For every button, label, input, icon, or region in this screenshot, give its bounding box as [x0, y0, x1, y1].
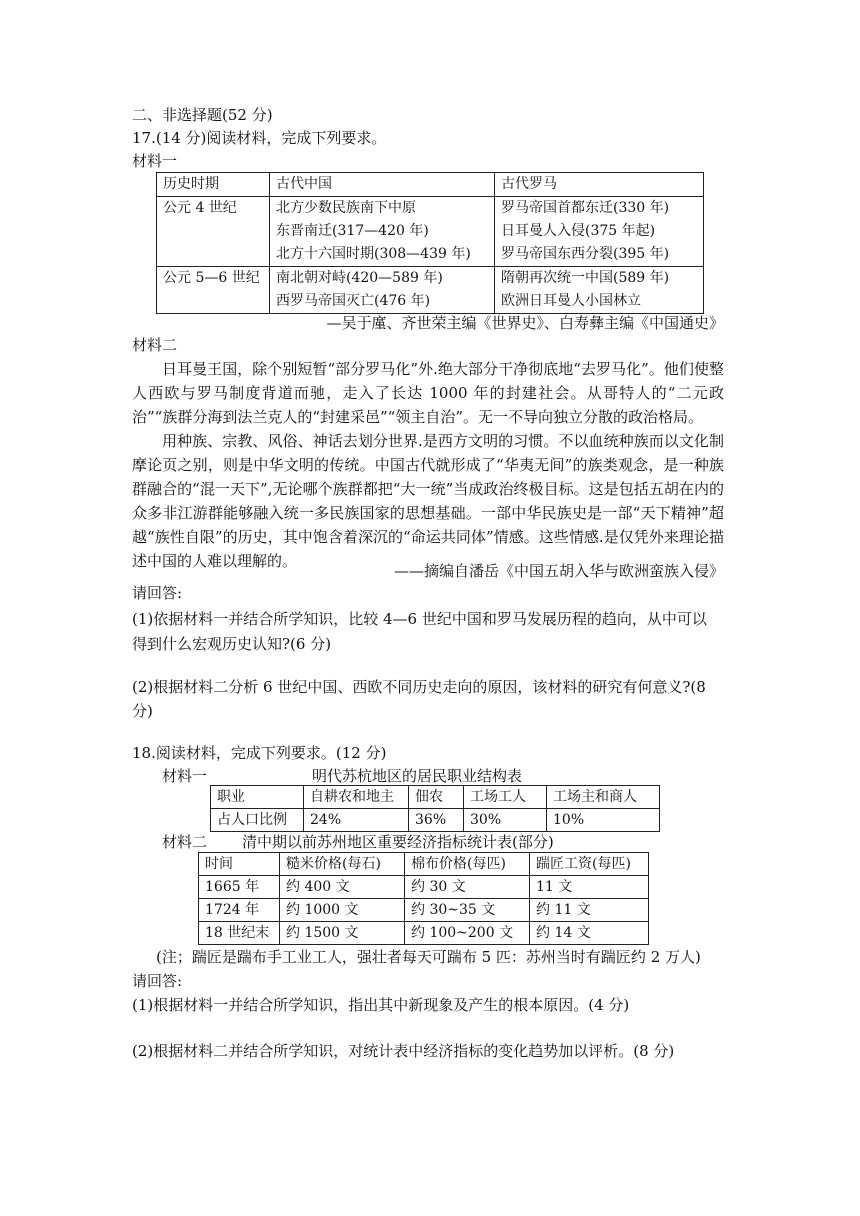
rome-event: 欧洲日耳曼人小国林立	[501, 293, 641, 309]
q18-question-2: (2)根据材料二并结合所学知识，对统计表中经济指标的变化趋势加以评析。(8 分)	[132, 1042, 675, 1060]
table-cell: 约 30 文	[405, 876, 530, 899]
table-cell: 约 14 文	[530, 922, 649, 945]
q17-table	[156, 172, 704, 314]
header-cell: 糙米价格(每石)	[280, 853, 405, 876]
table-cell: 约 100~200 文	[405, 922, 530, 945]
table-cell: 占人口比例	[211, 809, 304, 832]
table-row	[157, 267, 704, 314]
q17-question-1a: (1)依据材料一并结合所学知识，比较 4—6 世纪中国和罗马发展历程的趋向，从中可以	[132, 610, 707, 628]
table-cell: 约 400 文	[280, 876, 405, 899]
q17-material2-label: 材料二	[132, 336, 178, 354]
table-header-row	[199, 853, 649, 876]
q18-material2-title: 清中期以前苏州地区重要经济指标统计表(部分)	[242, 833, 554, 851]
header-cell: 佃农	[409, 786, 464, 809]
table-row	[211, 809, 660, 832]
q18-material2-label: 材料二	[162, 833, 208, 851]
table-cell: 约 1000 文	[280, 899, 405, 922]
period-cell: 公元 4 世纪	[157, 197, 270, 267]
header-cell: 历史时期	[157, 173, 270, 197]
header-cell: 棉布价格(每匹)	[405, 853, 530, 876]
q18-economy-table	[198, 852, 649, 945]
china-event: 东晋南迁(317—420 年)	[276, 223, 429, 239]
header-cell: 时间	[199, 853, 280, 876]
header-cell: 工场主和商人	[547, 786, 660, 809]
table-cell: 11 文	[530, 876, 649, 899]
china-cell	[270, 267, 495, 314]
header-cell: 古代罗马	[495, 173, 704, 197]
header-cell: 工场工人	[464, 786, 547, 809]
table-cell: 约 11 文	[530, 899, 649, 922]
table-cell: 约 1500 文	[280, 922, 405, 945]
q17-material2-paragraph-2: 用种族、宗教、风俗、神话去划分世界.是西方文明的习惯。不以血统种族而以文化制摩论页之别，则是中华文明的传统。中国古代就形成了“华夷无间”的族类观念，是一种族群融合的“混一天下”,无论哪个族群都把“大一统”当成政治终极目标。这是包括五胡在内的众多非江游群能够融入统一多民族国家的思想基础。一部中华民族史是一部“天下精神”超越“族性自限”的历史，其中饱含着深沉的“命运共同体”情感。这些情感.是仅凭外来理论描述中国的人难以理解的。	[132, 432, 724, 570]
rome-event: 罗马帝国东西分裂(395 年)	[501, 246, 670, 262]
q17-question-1b: 得到什么宏观历史认知?(6 分)	[132, 635, 332, 653]
q18-ask: 请回答:	[132, 972, 183, 990]
q17-question-2a: (2)根据材料二分析 6 世纪中国、西欧不同历史走向的原因，该材料的研究有何意义?(8	[132, 678, 706, 696]
q18-question-1: (1)根据材料一并结合所学知识，指出其中新现象及产生的根本原因。(4 分)	[132, 996, 630, 1014]
header-cell: 自耕农和地主	[304, 786, 409, 809]
q18-occupation-table	[210, 785, 660, 832]
table-row	[199, 922, 649, 945]
china-event: 西罗马帝国灭亡(476 年)	[276, 293, 431, 309]
china-cell	[270, 197, 495, 267]
header-cell: 职业	[211, 786, 304, 809]
table-header-row	[157, 173, 704, 197]
q18-material1-title: 明代苏杭地区的居民职业结构表	[312, 767, 523, 785]
china-event: 北方少数民族南下中原	[276, 200, 416, 216]
q18-heading: 18.阅读材料，完成下列要求。(12 分)	[132, 744, 387, 762]
rome-event: 日耳曼人入侵(375 年起)	[501, 223, 656, 239]
q18-note: (注；踹匠是踹布手工业工人，强壮者每天可踹布 5 匹：苏州当时有踹匠约 2 万人)	[156, 948, 701, 966]
q17-heading: 17.(14 分)阅读材料，完成下列要求。	[132, 129, 387, 147]
q18-material1-label: 材料一	[162, 767, 208, 785]
table-row	[199, 899, 649, 922]
china-event: 北方十六国时期(308—439 年)	[276, 246, 471, 262]
q17-material1-source: —吴于廑、齐世荣主编《世界史》、白寿彝主编《中国通史》	[326, 314, 724, 332]
rome-cell	[495, 267, 704, 314]
table-cell: 1724 年	[199, 899, 280, 922]
header-cell: 踹匠工资(每匹)	[530, 853, 649, 876]
q17-material2-source: ——摘编自潘岳《中国五胡入华与欧洲蛮族入侵》	[393, 562, 724, 580]
table-cell: 36%	[409, 809, 464, 832]
table-row	[157, 197, 704, 267]
q17-material2-paragraph-1: 日耳曼王国，除个别短暂“部分罗马化”外.绝大部分干净彻底地“去罗马化”。他们使整人西欧与罗马制度背道而驰，走入了长达 1000 年的封建社会。从哥特人的“二元政治”“族群分海到法兰克人的“封建采邑”“领主自治”。无一不导向独立分散的政治格局。	[132, 360, 724, 426]
section-title: 二、非选择题(52 分)	[132, 106, 273, 124]
q17-question-2b: 分)	[132, 702, 153, 720]
rome-cell	[495, 197, 704, 267]
table-cell: 18 世纪末	[199, 922, 280, 945]
table-cell: 30%	[464, 809, 547, 832]
table-cell: 1665 年	[199, 876, 280, 899]
table-cell: 约 30~35 文	[405, 899, 530, 922]
q17-material1-label: 材料一	[132, 152, 178, 170]
q17-ask: 请回答:	[132, 584, 183, 602]
rome-event: 隋朝再次统一中国(589 年)	[501, 270, 670, 286]
period-cell: 公元 5—6 世纪	[157, 267, 270, 314]
table-row	[199, 876, 649, 899]
header-cell: 古代中国	[270, 173, 495, 197]
rome-event: 罗马帝国首都东迁(330 年)	[501, 200, 670, 216]
china-event: 南北朝对峙(420—589 年)	[276, 270, 443, 286]
table-cell: 10%	[547, 809, 660, 832]
table-header-row	[211, 786, 660, 809]
table-cell: 24%	[304, 809, 409, 832]
